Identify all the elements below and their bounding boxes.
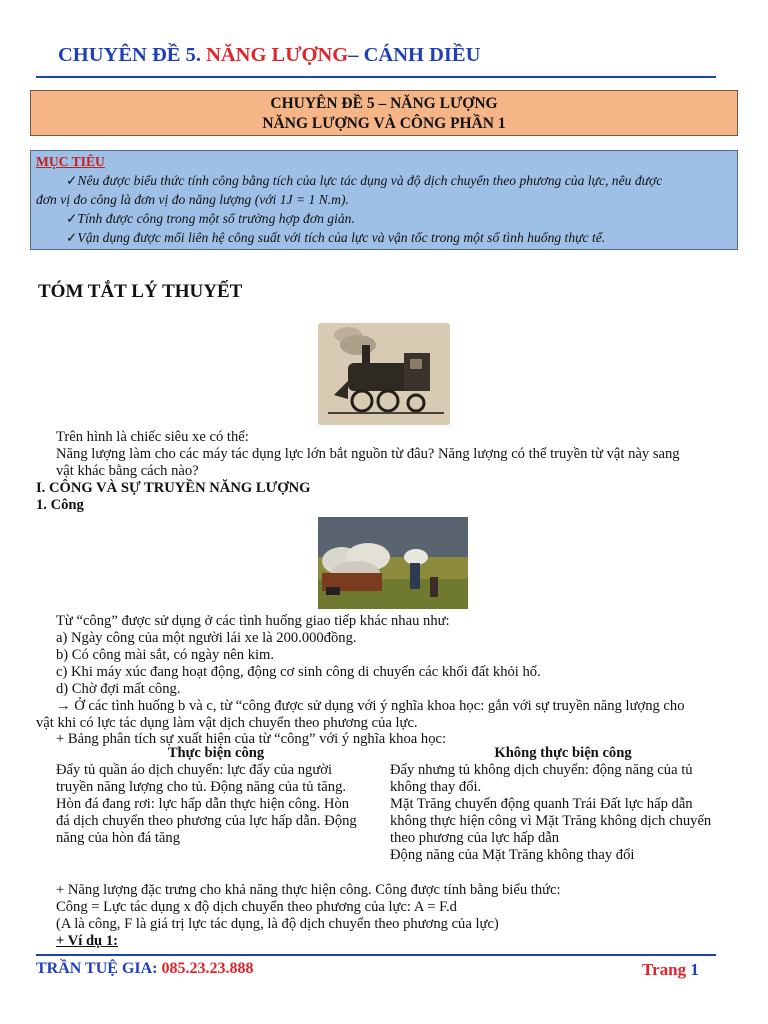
intro-line-2: Năng lượng làm cho các máy tác dụng lực lớn bắt nguồn từ đâu? Năng lượng có thể truyền từ vật này sang (56, 446, 680, 462)
case-d-text: d) Chờ đợi mất công. (56, 681, 181, 697)
footer-divider (36, 954, 716, 956)
topic-line-1: CHUYÊN ĐỀ 5 – NĂNG LƯỢNG (270, 95, 498, 112)
table-cell-line: Đẩy nhưng tủ không dịch chuyển: động năng của tủ (390, 762, 693, 778)
formula-line-1: + Năng lượng đặc trưng cho khả năng thực hiện công. Công được tính bằng biểu thức: (56, 882, 561, 898)
table-cell-line: năng của hòn đá tăng (56, 830, 181, 846)
footer-author (36, 960, 254, 978)
table-cell-line: Hòn đá đang rơi: lực hấp dẫn thực hiện công. Hòn (56, 796, 350, 812)
summary-title: TÓM TẮT LÝ THUYẾT (38, 281, 243, 302)
author-name: TRẦN TUỆ GIA: (36, 960, 158, 977)
table-cell-line: theo phương của lực hấp dẫn (390, 830, 560, 846)
header-title-blue: CHUYÊN ĐỀ 5. (58, 44, 201, 66)
conclusion-line-1: → Ở các tình huống b và c, từ “công được sử dụng với ý nghĩa khoa học: gắn với sự truyền năng lượng cho (56, 698, 685, 714)
goal-item-2: ✓Tính được công trong một số trường hợp đơn giản. (66, 211, 355, 226)
case-a-text: a) Ngày công của một người lái xe là 200.000đồng. (56, 630, 357, 646)
intro-line-1: Trên hình là chiếc siêu xe có thể: (56, 429, 249, 445)
table-cell-line: truyền năng lượng cho tủ. Động năng của tủ tăng. (56, 779, 347, 795)
goal-item-1: ✓Nêu được biểu thức tính công bằng tích của lực tác dụng và độ dịch chuyển theo phương của lực, nêu được (66, 173, 663, 188)
page-number-value: 1 (690, 960, 699, 979)
table-column-work-done (56, 745, 376, 847)
header-title-tail: – CÁNH DIỀU (348, 44, 481, 66)
topic-box (30, 90, 738, 136)
subsection-1-heading: 1. Công (36, 497, 84, 513)
case-c-text: c) Khi máy xúc đang hoạt động, động cơ sinh công di chuyển các khối đất khỏi hố. (56, 664, 541, 680)
table-header-no-work: Không thực biện công (494, 745, 632, 761)
conclusion-line-2: vật khi có lực tác dụng làm vật dịch chuyển theo phương của lực. (36, 715, 418, 731)
topic-line-2: NĂNG LƯỢNG VÀ CÔNG PHẦN 1 (262, 115, 506, 132)
section-1-heading: I. CÔNG VÀ SỰ TRUYỀN NĂNG LƯỢNG (36, 480, 311, 496)
check-icon: ✓ (66, 230, 78, 245)
harvest-photo-icon (318, 517, 468, 609)
rice-harvest-image (318, 517, 468, 609)
table-cell-line: Mặt Trăng chuyển động quanh Trái Đất lực hấp dẫn (390, 796, 693, 812)
intro-line-3: vật khác bằng cách nào? (56, 463, 199, 479)
goal-item-3: ✓Vận dụng được mối liên hệ công suất với tích của lực và vận tốc trong một số tình huống thực tế. (66, 230, 606, 245)
goals-box (30, 150, 738, 250)
table-cell-line: Đẩy tủ quần áo dịch chuyển: lực đẩy của người (56, 762, 333, 778)
case-b-text: b) Có công mài sắt, có ngày nên kim. (56, 647, 275, 663)
steam-train-image (318, 323, 450, 425)
table-cell-line: Động năng của Mặt Trăng không thay đổi (390, 847, 635, 863)
header-divider (36, 76, 716, 78)
page-label: Trang (642, 960, 687, 979)
page-number (642, 960, 699, 980)
table-column-no-work (390, 745, 736, 864)
check-icon: ✓ (66, 173, 78, 188)
formula-line-3: (A là công, F là giá trị lực tác dụng, là độ dịch chuyển theo phương của lực) (56, 916, 499, 932)
header-title-red: NĂNG LƯỢNG (206, 44, 349, 66)
goals-title: MỤC TIÊU (36, 154, 105, 169)
table-intro-text: + Bảng phân tích sự xuất hiện của từ “công” với ý nghĩa khoa học: (56, 731, 447, 747)
cong-intro-text: Từ “công” được sử dụng ở các tình huống giao tiếp khác nhau như: (56, 613, 450, 629)
goal-item-1-cont: đơn vị đo công là đơn vị đo năng lượng (với 1J = 1 N.m). (36, 192, 349, 207)
author-phone: 085.23.23.888 (161, 960, 254, 977)
table-cell-line: đá dịch chuyển theo phương của lực hấp dẫn. Động (56, 813, 357, 829)
check-icon: ✓ (66, 211, 78, 226)
table-header-work-done: Thực biện công (167, 745, 265, 761)
page-header (58, 44, 718, 67)
example-heading: + Ví dụ 1: (56, 933, 118, 949)
steam-train-icon (318, 323, 450, 425)
table-cell-line: không thực hiện công vì Mặt Trăng không dịch chuyển (390, 813, 712, 829)
table-cell-line: không thay đổi. (390, 779, 482, 795)
formula-line-2: Công = Lực tác dụng x độ dịch chuyển theo phương của lực: A = F.d (56, 899, 457, 915)
